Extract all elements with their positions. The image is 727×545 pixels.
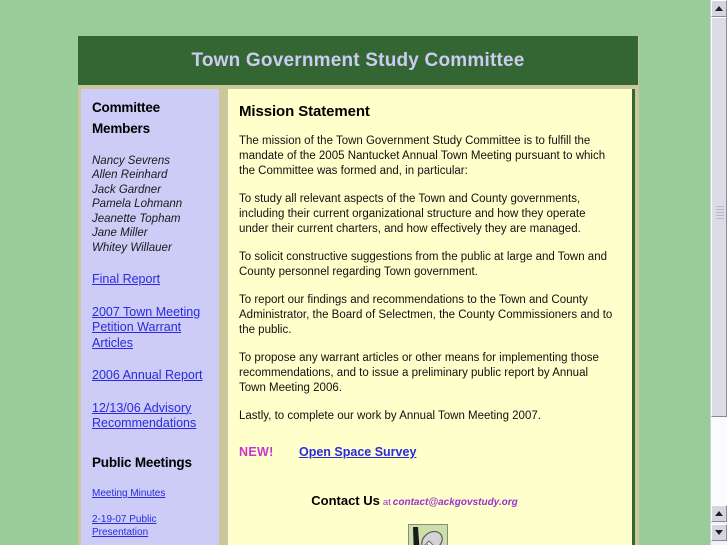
scroll-up-button-bottom[interactable] bbox=[711, 505, 727, 522]
column-gutter bbox=[219, 89, 228, 545]
sidebar-heading-line2: Members bbox=[92, 120, 150, 136]
list-item: Pamela Lohmann bbox=[92, 198, 183, 211]
sidebar-link-public-presentation[interactable]: 2-19-07 Public Presentation bbox=[92, 513, 157, 538]
triangle-down-icon bbox=[715, 530, 723, 535]
computer-mouse-icon bbox=[409, 525, 447, 545]
sidebar-heading-members bbox=[92, 98, 210, 140]
site-banner bbox=[78, 36, 638, 85]
vertical-scrollbar[interactable] bbox=[710, 0, 727, 545]
list-item bbox=[92, 487, 210, 500]
mission-paragraph: The mission of the Town Government Study Committee is to fulfill the mandate of the 2005 Nantucket Annual Town Meeting pursuant to which the Committee was formed and, in particular: bbox=[239, 135, 606, 177]
list-item: Jane Miller bbox=[92, 227, 148, 240]
list-item bbox=[92, 272, 210, 288]
contact-at-word: at bbox=[382, 497, 391, 508]
triangle-up-icon bbox=[715, 6, 723, 11]
scrollbar-thumb[interactable] bbox=[711, 17, 727, 417]
committee-member-list bbox=[92, 154, 210, 256]
sidebar-heading-public-meetings: Public Meetings bbox=[92, 454, 192, 470]
contact-line bbox=[239, 492, 616, 510]
list-item: Jack Gardner bbox=[92, 183, 162, 196]
list-item: Whitey Willauer bbox=[92, 241, 172, 254]
page-columns bbox=[78, 85, 638, 545]
scroll-down-button[interactable] bbox=[711, 524, 727, 541]
sidebar-link-list bbox=[92, 272, 210, 432]
computer-mouse-image bbox=[408, 524, 448, 545]
sidebar-link-meeting-minutes[interactable]: Meeting Minutes bbox=[92, 487, 166, 499]
sidebar-meeting-link-list bbox=[92, 487, 210, 539]
new-badge: NEW! bbox=[239, 445, 274, 459]
scrollbar-track[interactable] bbox=[711, 17, 727, 505]
mission-paragraph: To study all relevant aspects of the Town and County governments, including their current organizational structure and how they operate under their current charters, and how effectively they are managed. bbox=[239, 193, 586, 235]
sidebar-link-advisory-recommendations[interactable]: 12/13/06 Advisory Recommendations bbox=[92, 400, 197, 431]
list-item: Jeanette Topham bbox=[92, 212, 181, 225]
mission-paragraph: To report our findings and recommendations to the Town and County Administrator, the Board of Selectmen, the County Commissioners and to the public. bbox=[239, 294, 613, 336]
page-frame bbox=[78, 36, 639, 545]
open-space-survey-link[interactable]: Open Space Survey bbox=[298, 445, 417, 459]
triangle-up-icon bbox=[715, 511, 723, 516]
mission-paragraph: To propose any warrant articles or other means for implementing those recommendations, and to issue a preliminary public report by Annual Town Meeting 2006. bbox=[239, 352, 599, 394]
sidebar bbox=[81, 89, 219, 545]
scroll-up-button[interactable] bbox=[711, 0, 727, 17]
list-item: Allen Reinhard bbox=[92, 169, 168, 182]
mouse-image-frame bbox=[408, 524, 448, 545]
contact-label: Contact Us bbox=[311, 493, 380, 508]
list-item bbox=[92, 401, 210, 432]
list-item bbox=[92, 305, 210, 352]
sidebar-link-annual-report[interactable]: 2006 Annual Report bbox=[92, 368, 203, 383]
new-survey-row bbox=[239, 443, 616, 461]
sidebar-link-warrant-articles[interactable]: 2007 Town Meeting Petition Warrant Articles bbox=[92, 304, 201, 350]
contact-email[interactable]: contact@ackgovstudy.org bbox=[392, 497, 518, 508]
mission-paragraph: Lastly, to complete our work by Annual Town Meeting 2007. bbox=[239, 410, 541, 422]
main-content bbox=[228, 89, 635, 545]
list-item bbox=[92, 368, 210, 384]
sidebar-link-final-report[interactable]: Final Report bbox=[92, 272, 161, 287]
mission-paragraph: To solicit constructive suggestions from the public at large and Town and County personnel regarding Town government. bbox=[239, 251, 607, 278]
content-heading: Mission Statement bbox=[239, 103, 370, 120]
list-item: Nancy Sevrens bbox=[92, 154, 170, 167]
sidebar-heading-line1: Committee bbox=[92, 100, 160, 115]
list-item bbox=[92, 513, 210, 539]
page-title: Town Government Study Committee bbox=[191, 50, 525, 71]
scrollbar-grip-icon bbox=[716, 206, 724, 220]
